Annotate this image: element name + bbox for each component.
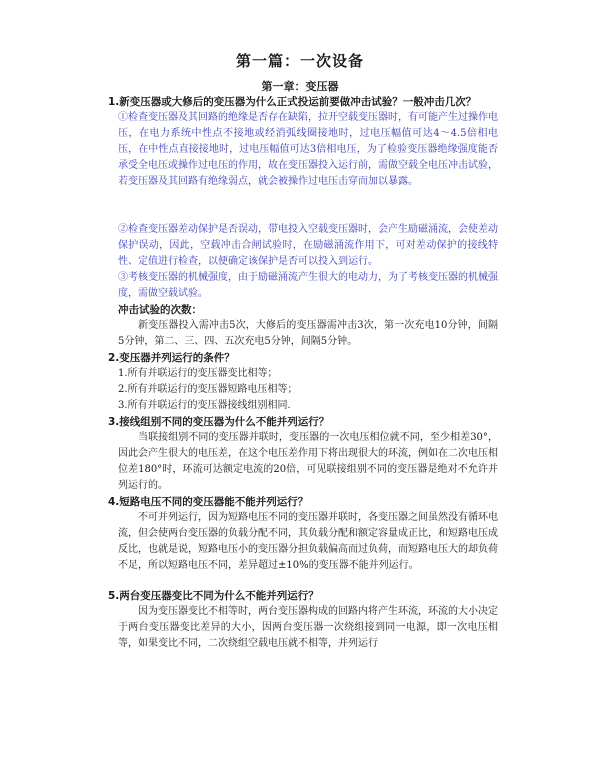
impact-test-count-heading: 冲击试验的次数：	[118, 304, 202, 316]
answer-1-paragraph-1: ①检查变压器及其回路的绝缘是否存在缺陷，拉开空载变压器时，有可能产生过操作电压，在电力系统中性点不接地或经消弧线圈接地时，过电压幅值可达4～4.5倍相电压，在中性点直接接地时，过电压幅值可达3倍相电压，为了检验变压器绝缘强度能否承受全电压或操作过电压的作用，故在变压器投入运行前，需做空载全电压冲击试验，若变压器及其回路有绝缘弱点，就会被操作过电压击穿而加以暴露。	[118, 112, 498, 187]
question-4-heading: 4.短路电压不同的变压器能不能并列运行？	[108, 496, 309, 508]
question-1-heading: 1.新变压器或大修后的变压器为什么正式投运前要做冲击试验？一般冲击几次？	[108, 96, 477, 108]
condition-item-1: 1.所有并联运行的变压器变比相等；	[118, 368, 278, 379]
condition-item-3: 3.所有并联运行的变压器接线组别相同.	[118, 400, 291, 411]
chapter-title: 第一章：变压器	[261, 80, 339, 93]
answer-5-paragraph: 因为变压器变比不相等时，两台变压器构成的回路内将产生环流，环流的大小决定于两台变压器变比差异的大小，因两台变压器一次绕组接到同一电源，即一次电压相等，如果变比不同，二次绕组空载电压就不相等，并列运行	[118, 606, 498, 649]
answer-3-paragraph: 当联接组别不同的变压器并联时，变压器的一次电压相位就不同，至少相差30°，因此会产生很大的电压差，在这个电压差作用下将出现很大的环流，例如在二次电压相位差180°时，环流可达额定电流的20倍，可见联接组别不同的变压器是绝对不允许并列运行的。	[118, 432, 498, 491]
condition-item-2: 2.所有并联运行的变压器短路电压相等；	[118, 384, 298, 395]
question-3-heading: 3.接线组别不同的变压器为什么不能并列运行？	[108, 416, 330, 428]
impact-test-count-text: 新变压器投入需冲击5次，大修后的变压器需冲击3次，第一次充电10分钟，间隔5分钟，第二、三、四、五次充电5分钟，间隔5分钟。	[118, 320, 498, 347]
answer-1-paragraph-2: ②检查变压器差动保护是否误动，带电投入空载变压器时，会产生励磁涌流，会使差动保护误动，因此，空载冲击合闸试验时，在励磁涌流作用下，可对差动保护的接线特性、定值进行检查，以便确定该保护是否可以投入到运行。	[118, 224, 498, 267]
answer-4-paragraph: 不可并列运行，因为短路电压不同的变压器并联时，各变压器之间虽然没有循环电流，但会使两台变压器的负载分配不同，其负载分配和额定容量成正比，和短路电压成反比，也就是说，短路电压小的变压器分担负载偏高而过负荷，而短路电压大的却负荷不足，所以短路电压不同，差异超过±10%的变压器不能并列运行。	[118, 512, 498, 571]
question-5-heading: 5.两台变压器变比不同为什么不能并列运行？	[108, 590, 319, 602]
question-2-heading: 2.变压器并列运行的条件？	[108, 352, 235, 364]
answer-1-paragraph-3: ③考核变压器的机械强度，由于励磁涌流产生很大的电动力，为了考核变压器的机械强度，需做空载试验。	[118, 272, 498, 299]
page-title: 第一篇：一次设备	[235, 52, 364, 70]
